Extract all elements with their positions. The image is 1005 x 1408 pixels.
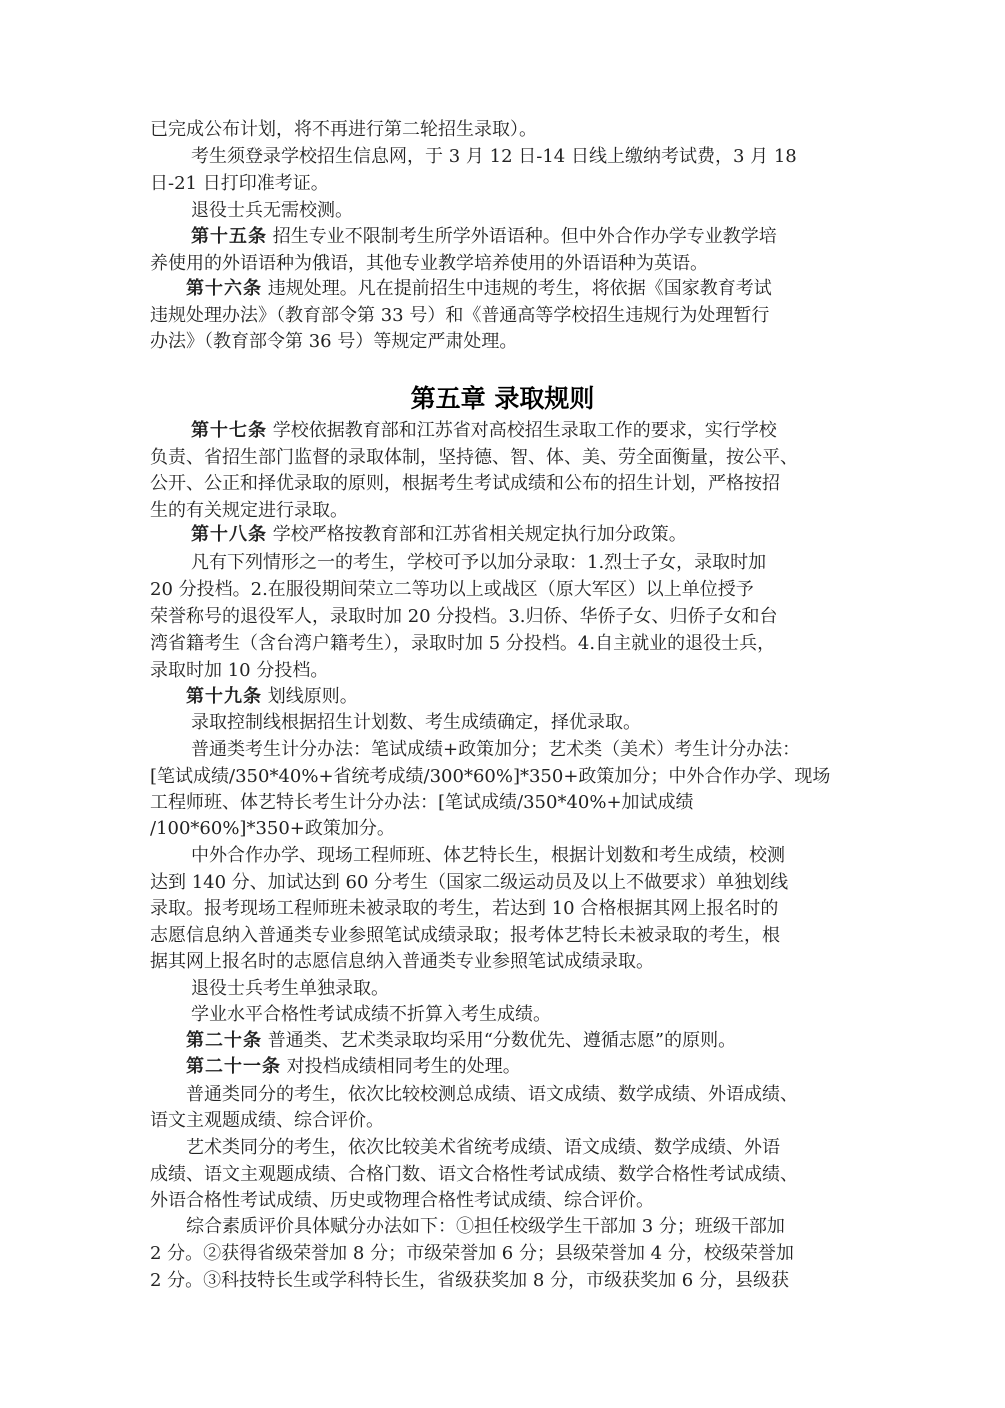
paragraph-line: 普通类考生计分办法：笔试成绩+政策加分；艺术类（美术）考生计分办法：: [191, 739, 801, 760]
paragraph-line: 生的有关规定进行录取。: [150, 500, 348, 521]
paragraph-line: 荣誉称号的退役军人，录取时加 20 分投档。3.归侨、华侨子女、归侨子女和台: [150, 606, 778, 627]
paragraph-line: /100*60%]*350+政策加分。: [150, 818, 395, 839]
paragraph-line: 2 分。③科技特长生或学科特长生，省级获奖加 8 分，市级获奖加 6 分，县级获: [150, 1270, 789, 1291]
article-number: 第十八条: [191, 524, 267, 545]
paragraph-line: 达到 140 分、加试达到 60 分考生（国家二级运动员及以上不做要求）单独划线: [150, 872, 789, 893]
paragraph-line: 办法》（教育部令第 36 号）等规定严肃处理。: [150, 331, 518, 352]
article-number: 第二十一条: [186, 1056, 281, 1077]
paragraph-line: 录取控制线根据招生计划数、考生成绩确定，择优录取。: [191, 712, 641, 733]
paragraph-line: 据其网上报名时的志愿信息纳入普通类专业参照笔试成绩录取。: [150, 951, 654, 972]
paragraph-line: 考生须登录学校招生信息网，于 3 月 12 日-14 日线上缴纳考试费，3 月 18: [191, 146, 797, 167]
paragraph-line: 湾省籍考生（含台湾户籍考生），录取时加 5 分投档。4.自主就业的退役士兵，: [150, 633, 776, 654]
paragraph-line: 中外合作办学、现场工程师班、体艺特长生，根据计划数和考生成绩，校测: [191, 845, 785, 866]
paragraph-line: 退役士兵无需校测。: [191, 200, 353, 221]
paragraph-line: 学业水平合格性考试成绩不折算入考生成绩。: [191, 1004, 551, 1025]
paragraph-line: 语文主观题成绩、综合评价。: [150, 1110, 384, 1131]
paragraph-line: 日-21 日打印准考证。: [150, 173, 329, 194]
paragraph-line: 公开、公正和择优录取的原则，根据考生考试成绩和公布的招生计划，严格按招: [150, 473, 780, 494]
paragraph-line: 已完成公布计划，将不再进行第二轮招生录取）。: [150, 119, 537, 140]
article-18-line: 第十八条 学校严格按教育部和江苏省相关规定执行加分政策。: [191, 524, 687, 545]
paragraph-line: 外语合格性考试成绩、历史或物理合格性考试成绩、综合评价。: [150, 1190, 654, 1211]
paragraph-line: 20 分投档。2.在服役期间荣立二等功以上或战区（原大军区）以上单位授予: [150, 579, 754, 600]
chapter-heading: 第五章 录取规则: [410, 384, 595, 413]
article-17-line: 第十七条 学校依据教育部和江苏省对高校招生录取工作的要求，实行学校: [191, 420, 777, 441]
paragraph-line: [笔试成绩/350*40%+省统考成绩/300*60%]*350+政策加分；中外合作办学、现场: [150, 766, 831, 787]
paragraph-line: 退役士兵考生单独录取。: [191, 978, 389, 999]
paragraph-line: 负责、省招生部门监督的录取体制，坚持德、智、体、美、劳全面衡量，按公平、: [150, 447, 798, 468]
paragraph-line: 成绩、语文主观题成绩、合格门数、语文合格性考试成绩、数学合格性考试成绩、: [150, 1164, 798, 1185]
paragraph-line: 综合素质评价具体赋分办法如下：①担任校级学生干部加 3 分；班级干部加: [186, 1216, 785, 1237]
paragraph-line: 养使用的外语语种为俄语，其他专业教学培养使用的外语语种为英语。: [150, 253, 708, 274]
article-number: 第十五条: [191, 226, 267, 247]
paragraph-line: 录取。报考现场工程师班未被录取的考生，若达到 10 合格根据其网上报名时的: [150, 898, 779, 919]
paragraph-line: 违规处理办法》（教育部令第 33 号）和《普通高等学校招生违规行为处理暂行: [150, 305, 770, 326]
paragraph-line: 工程师班、体艺特长考生计分办法：[笔试成绩/350*40%+加试成绩: [150, 792, 694, 813]
article-20-line: 第二十条 普通类、艺术类录取均采用“分数优先、遵循志愿”的原则。: [186, 1030, 737, 1051]
article-number: 第十七条: [191, 420, 267, 441]
paragraph-line: 凡有下列情形之一的考生，学校可予以加分录取：1.烈士子女，录取时加: [191, 552, 767, 573]
paragraph-line: 艺术类同分的考生，依次比较美术省统考成绩、语文成绩、数学成绩、外语: [186, 1137, 780, 1158]
article-number: 第二十条: [186, 1030, 262, 1051]
paragraph-line: 志愿信息纳入普通类专业参照笔试成绩录取；报考体艺特长未被录取的考生，根: [150, 925, 780, 946]
article-number: 第十六条: [186, 278, 262, 299]
paragraph-line: 普通类同分的考生，依次比较校测总成绩、语文成绩、数学成绩、外语成绩、: [186, 1084, 798, 1105]
article-21-line: 第二十一条 对投档成绩相同考生的处理。: [186, 1056, 521, 1077]
article-16-line: 第十六条 违规处理。凡在提前招生中违规的考生，将依据《国家教育考试: [186, 278, 772, 299]
article-19-line: 第十九条 划线原则。: [186, 686, 358, 707]
article-15-line: 第十五条 招生专业不限制考生所学外语语种。但中外合作办学专业教学培: [191, 226, 777, 247]
paragraph-line: 2 分。②获得省级荣誉加 8 分；市级荣誉加 6 分；县级荣誉加 4 分，校级荣誉加: [150, 1243, 794, 1264]
article-number: 第十九条: [186, 686, 262, 707]
paragraph-line: 录取时加 10 分投档。: [150, 660, 329, 681]
